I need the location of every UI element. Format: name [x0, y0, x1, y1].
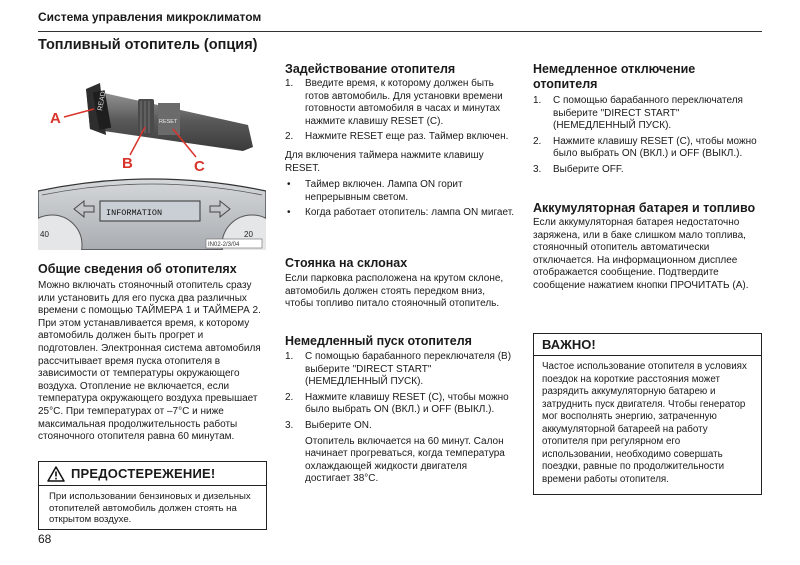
immediate-start-steps	[285, 351, 515, 486]
activation-section	[285, 62, 515, 223]
immediate-off-steps	[533, 95, 763, 177]
activation-bullets	[285, 179, 515, 220]
page-header	[38, 8, 762, 32]
lever-read-text: READ	[97, 90, 108, 112]
general-text: Можно включать стояночный отопитель сразу или установить для его пуска два различных времени с помощью ТАЙМЕРА 1 и ТАЙМЕРА 2. При этом устанавливается время, к которому автомобиль должен быть прогрет и подготовлен. Электронная система автомобиля рассчитывает время пуска отопителя в зависимости от температуры окружающего воздуха. Отопление не включается, если температура окружающего воздуха превышает 25°C. При температурах от –7°C и ниже максимальная продолжительность работы стояночного отопителя равна 60 минутам.	[38, 280, 261, 443]
general-section	[38, 262, 266, 444]
slopes-title: Стоянка на склонах	[285, 256, 408, 270]
gauge-number-left: 40	[40, 230, 49, 239]
warning-title: ПРЕДОСТЕРЕЖЕНИЕ!	[71, 466, 216, 481]
section-title: Топливный отопитель (опция)	[38, 37, 258, 53]
warning-box	[38, 461, 267, 530]
list-item: 2. Нажмите клавишу RESET (C), чтобы можно было выбрать ON (ВКЛ.) и OFF (ВЫКЛ.).	[533, 135, 757, 160]
warning-text: При использовании бензиновых и дизельных отопителей автомобиль должен стоять на открытом воздухе.	[49, 491, 251, 525]
list-item: • Когда работает отопитель: лампа ON мигает.	[287, 207, 514, 219]
instrument-cluster	[38, 179, 266, 250]
activation-para: Для включения таймера нажмите клавишу RESET.	[285, 149, 484, 174]
figure-code: IN02-2/3/04	[208, 242, 240, 248]
display-text: INFORMATION	[106, 208, 163, 218]
step-detail: Отопитель включается на 60 минут. Салон начинает прогреваться, когда температура охлаждающей жидкости двигателя достигает 38°C.	[305, 435, 505, 485]
list-item: 2. Нажмите клавишу RESET (C), чтобы можно было выбрать ON (ВКЛ.) и OFF (ВЫКЛ.).	[285, 391, 509, 416]
battery-text: Если аккумуляторная батарея недостаточно заряжена, или в баке слишком мало топлива, стояночный отопитель автоматически отключается. На информационном дисплее отображается сообщение. Подтвердите сообщение нажатием кнопки ПРОЧИТАТЬ (A).	[533, 217, 749, 291]
slopes-section	[285, 256, 515, 311]
callout-b: B	[122, 155, 133, 172]
list-item: 2. Нажмите RESET еще раз. Таймер включен.	[285, 131, 509, 143]
list-item: 1. С помощью барабанного переключателя выберите "DIRECT START" (НЕМЕДЛЕННЫЙ ПУСК).	[533, 95, 743, 132]
stalk-illustration	[38, 67, 266, 250]
battery-title: Аккумуляторная батарея и топливо	[533, 201, 756, 215]
immediate-start-title: Немедленный пуск отопителя	[285, 334, 472, 348]
important-box	[533, 333, 762, 495]
gauge-number-right: 20	[244, 230, 253, 239]
important-text: Частое использование отопителя в условиях поездок на короткие расстояния может разрядить аккумуляторную батарею и затруднить пуск двигателя. Чтобы генератор мог восполнять энергию, затраченную аккумуляторной батареей на работу отопителя при регулярном его использовании, необходимо совершать поездки, равные по продолжительности времени работы отопителя.	[542, 361, 747, 485]
lever-reset-text: RESET	[159, 119, 178, 125]
callout-c: C	[194, 158, 205, 175]
list-item: • Таймер включен. Лампа ON горит непрерывным светом.	[287, 179, 463, 203]
page-number: 68	[38, 532, 52, 546]
activation-title: Задействование отопителя	[285, 62, 456, 76]
header-title: Система управления микроклиматом	[38, 10, 262, 24]
thumbwheel	[138, 99, 154, 135]
activation-steps	[285, 78, 515, 144]
important-header	[534, 334, 761, 356]
important-title: ВАЖНО!	[542, 337, 596, 352]
slopes-text: Если парковка расположена на крутом склоне, автомобиль должен стоять передком вниз, чтобы топливо питало стояночный отопитель.	[285, 273, 504, 310]
list-item: 3. Выберите ON. Отопитель включается на 60 минут. Салон начинает прогреваться, когда температура охлаждающей жидкости двигателя достигает 38°C.	[285, 420, 515, 486]
warning-header	[39, 462, 266, 486]
list-item: 1. С помощью барабанного переключателя (B) выберите "DIRECT START" (НЕМЕДЛЕННЫЙ ПУСК).	[285, 351, 512, 388]
callout-a: A	[50, 110, 61, 127]
immediate-off-title: Немедленное отключение отопителя	[533, 62, 696, 91]
list-item: 3. Выберите OFF.	[533, 163, 624, 175]
immediate-off-section	[533, 62, 763, 180]
warning-triangle-icon	[47, 466, 65, 482]
immediate-start-section	[285, 334, 515, 489]
battery-section	[533, 201, 763, 293]
list-item: 1. Введите время, к которому должен быть готов автомобиль. Для установки времени готовности автомобиля в часах и минутах нажмите клавишу RESET (C).	[285, 78, 503, 127]
lever-stalk	[86, 83, 253, 151]
general-title: Общие сведения об отопителях	[38, 262, 237, 276]
